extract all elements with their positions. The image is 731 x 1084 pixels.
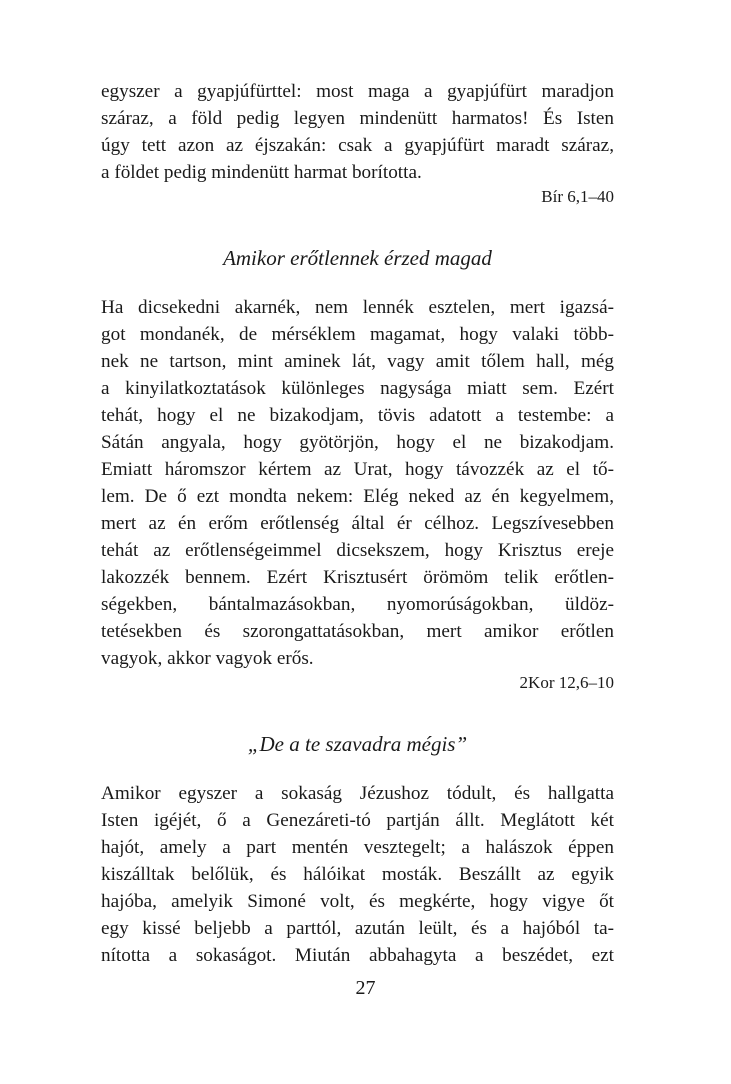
text-line: Sátán angyala, hogy gyötörjön, hogy el ne bizakodjam. <box>101 432 614 453</box>
page-number: 27 <box>355 977 376 999</box>
passage-block-1 <box>101 78 614 208</box>
text-line: vagyok, akkor vagyok erős. <box>101 648 314 669</box>
section-heading: Amikor erőtlennek érzed magad <box>223 246 492 270</box>
text-line: egy kissé beljebb a parttól, azután leült, és a hajóból ta- <box>101 918 614 939</box>
spacer <box>101 758 614 780</box>
text-line: got mondanék, de mérséklem magamat, hogy valaki több- <box>101 324 614 345</box>
text-line: a földet pedig mindenütt harmat borította. <box>101 162 422 183</box>
text-line: ségekben, bántalmazásokban, nyomorúságokban, üldöz- <box>101 594 614 615</box>
text-line: mert az én erőm erőtlenség által ér célhoz. Legszívesebben <box>101 513 614 534</box>
passage-block-2 <box>101 294 614 694</box>
text-line: hajóba, amelyik Simoné volt, és megkérte, hogy vigye őt <box>101 891 614 912</box>
spacer <box>101 272 614 294</box>
text-line: tetésekben és szorongattatásokban, mert amikor erőtlen <box>101 621 614 642</box>
text-line: tehát, hogy el ne bizakodjam, tövis adatott a testembe: a <box>101 405 614 426</box>
text-line: úgy tett azon az éjszakán: csak a gyapjúfürt maradt száraz, <box>101 135 614 156</box>
text-line: száraz, a föld pedig legyen mindenütt harmatos! És Isten <box>101 108 614 129</box>
page-content <box>101 78 614 969</box>
text-line: Amikor egyszer a sokaság Jézushoz tódult, és hallgatta <box>101 783 614 804</box>
spacer <box>101 694 614 730</box>
passage-block-3 <box>101 780 614 969</box>
spacer <box>101 208 614 244</box>
text-line: lakozzék bennem. Ezért Krisztusért örömöm telik erőtlen- <box>101 567 614 588</box>
text-line: a kinyilatkoztatások különleges nagysága miatt sem. Ezért <box>101 378 614 399</box>
text-line: tehát az erőtlenségeimmel dicsekszem, hogy Krisztus ereje <box>101 540 614 561</box>
bible-reference: 2Kor 12,6–10 <box>519 673 614 692</box>
section-heading: „De a te szavadra mégis” <box>247 732 468 756</box>
text-line: lem. De ő ezt mondta nekem: Elég neked az én kegyelmem, <box>101 486 614 507</box>
text-line: Ha dicsekedni akarnék, nem lennék esztelen, mert igazsá- <box>101 297 614 318</box>
text-line: Emiatt háromszor kértem az Urat, hogy távozzék az el tő- <box>101 459 614 480</box>
text-line: egyszer a gyapjúfürttel: most maga a gyapjúfürt maradjon <box>101 81 614 102</box>
text-line: kiszálltak belőlük, és hálóikat mosták. Beszállt az egyik <box>101 864 614 885</box>
bible-reference: Bír 6,1–40 <box>541 187 614 206</box>
text-line: nek ne tartson, mint aminek lát, vagy amit tőlem hall, még <box>101 351 614 372</box>
text-line: hajót, amely a part mentén vesztegelt; a halászok éppen <box>101 837 614 858</box>
text-line: Isten igéjét, ő a Genezáreti-tó partján állt. Meglátott két <box>101 810 614 831</box>
text-line: nította a sokaságot. Miután abbahagyta a beszédet, ezt <box>101 945 614 966</box>
